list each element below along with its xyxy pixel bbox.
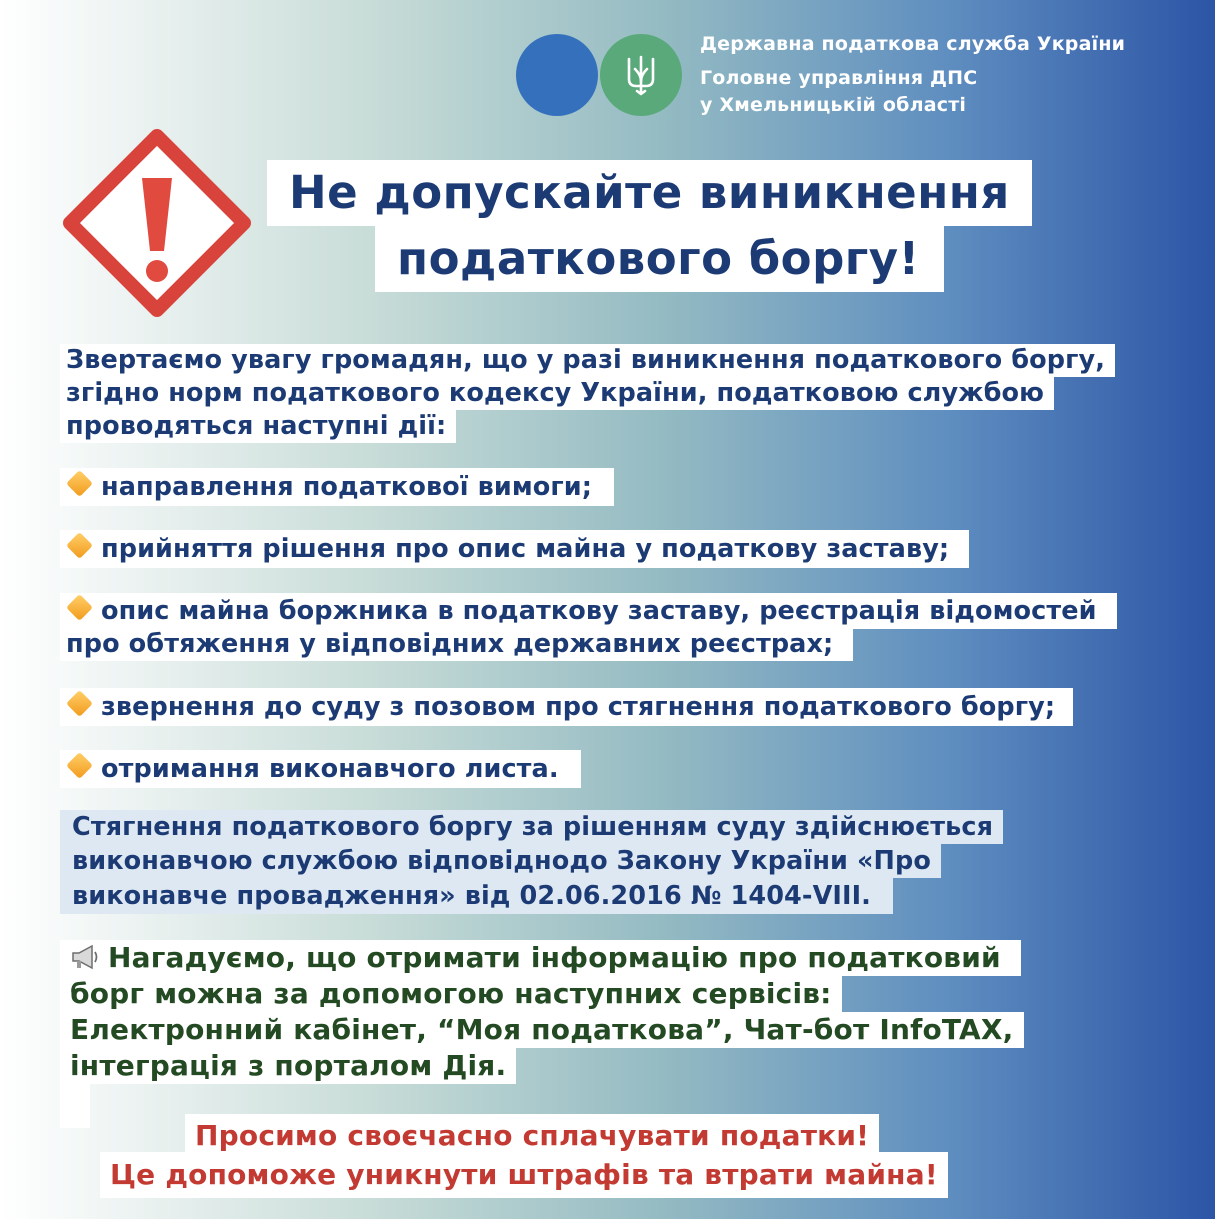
diamond-bullet-icon — [66, 690, 93, 717]
diamond-bullet-icon — [66, 594, 93, 621]
diamond-bullet-icon — [66, 470, 93, 497]
reminder-line3: Електронний кабінет, “Моя податкова”, Чат-бот InfoTAX, — [60, 1012, 1024, 1048]
bullet-item-3-continued: про обтяження у відповідних державних реєстрах; — [60, 627, 853, 661]
court-line2: виконавчою службою відповіднодо Закону України «Про — [60, 844, 941, 878]
org-region: у Хмельницькій області — [700, 94, 967, 116]
bullet-text: звернення до суду з позовом про стягнення податкового боргу; — [101, 692, 1056, 722]
intro-line3: проводяться наступні дії: — [60, 410, 456, 443]
bullet-text: опис майна боржника в податкову заставу, реєстрація відомостей — [101, 596, 1097, 626]
intro-line2: згідно норм податкового кодексу України, податковою службою — [60, 377, 1054, 410]
bullet-item-1 — [60, 468, 614, 506]
bullet-item-3 — [60, 593, 1117, 629]
org-name: Державна податкова служба України — [700, 33, 1126, 55]
closing-line1: Просимо своєчасно сплачувати податки! — [185, 1114, 879, 1158]
reminder-tail — [60, 1084, 90, 1128]
diamond-bullet-icon — [66, 532, 93, 559]
logo-blue-circle — [516, 34, 598, 116]
page-title-line2: податкового боргу! — [375, 226, 944, 292]
closing-line2: Це допоможе уникнути штрафів та втрати майна! — [100, 1152, 948, 1198]
bullet-text: направлення податкової вимоги; — [101, 472, 593, 502]
logo-green-circle — [600, 34, 682, 116]
court-line1: Стягнення податкового боргу за рішенням суду здійснюється — [60, 810, 1003, 844]
trident-icon — [624, 53, 658, 97]
warning-sign-icon — [62, 128, 252, 318]
bullet-item-2 — [60, 530, 969, 568]
bullet-item-4 — [60, 688, 1073, 726]
reminder-line2: борг можна за допомогою наступних сервісів: — [60, 976, 842, 1012]
page-title-line1: Не допускайте виникнення — [267, 160, 1032, 226]
bullet-item-5 — [60, 750, 581, 788]
bullet-text: отримання виконавчого листа. — [101, 754, 559, 784]
diamond-bullet-icon — [66, 752, 93, 779]
reminder-line4: інтеграція з порталом Дія. — [60, 1048, 516, 1084]
megaphone-icon — [70, 944, 102, 970]
reminder-line1 — [60, 940, 1021, 976]
org-department: Головне управління ДПС — [700, 67, 978, 89]
bullet-text: прийняття рішення про опис майна у податкову заставу; — [101, 534, 950, 564]
reminder-text: Нагадуємо, що отримати інформацію про податковий — [108, 941, 1001, 974]
intro-line1: Звертаємо увагу громадян, що у разі виникнення податкового боргу, — [60, 344, 1115, 377]
court-line3: виконавче провадження» від 02.06.2016 № 1404-VIII. — [60, 878, 893, 914]
